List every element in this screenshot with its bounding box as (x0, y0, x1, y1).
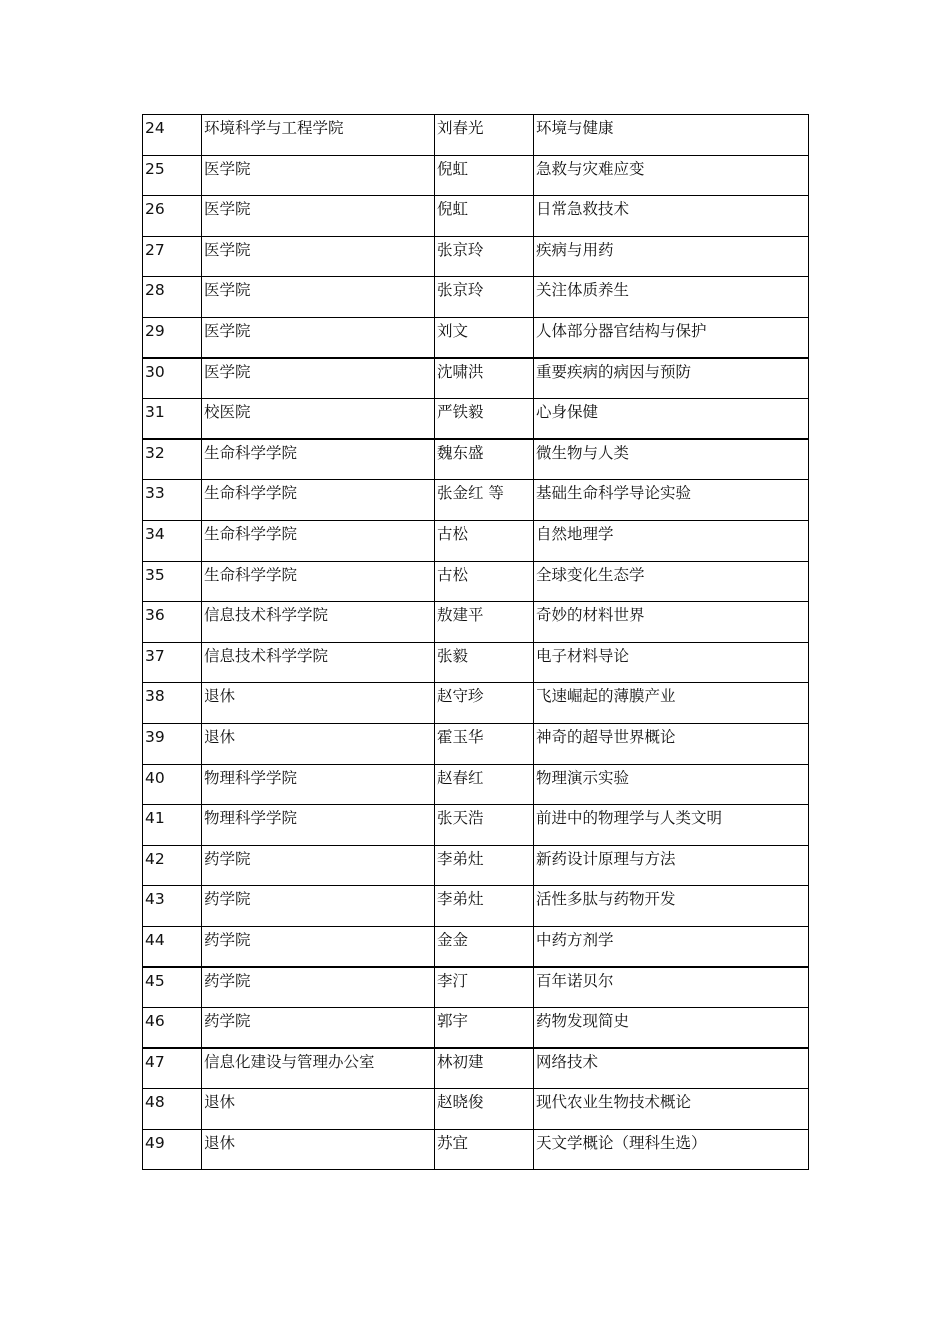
college-cell: 信息技术科学学院 (202, 642, 435, 683)
table-row (143, 723, 809, 764)
college-cell: 环境科学与工程学院 (202, 115, 435, 156)
row-number-cell: 49 (143, 1129, 202, 1170)
teacher-cell: 倪虹 (435, 196, 534, 237)
course-table (142, 114, 809, 1170)
college-cell: 生命科学学院 (202, 439, 435, 480)
table-row (143, 155, 809, 196)
table-row (143, 520, 809, 561)
row-number-cell: 24 (143, 115, 202, 156)
teacher-cell: 赵晓俊 (435, 1089, 534, 1130)
row-number-cell: 42 (143, 845, 202, 886)
college-cell: 信息化建设与管理办公室 (202, 1048, 435, 1089)
table-row (143, 236, 809, 277)
course-table-container (142, 114, 808, 1170)
row-number-cell: 31 (143, 399, 202, 440)
table-row (143, 480, 809, 521)
row-number-cell: 45 (143, 967, 202, 1008)
course-name-cell: 活性多肽与药物开发 (534, 886, 809, 927)
row-number-cell: 47 (143, 1048, 202, 1089)
course-name-cell: 自然地理学 (534, 520, 809, 561)
college-cell: 医学院 (202, 358, 435, 399)
college-cell: 退休 (202, 1089, 435, 1130)
college-cell: 退休 (202, 683, 435, 724)
teacher-cell: 敖建平 (435, 602, 534, 643)
college-cell: 医学院 (202, 236, 435, 277)
table-row (143, 845, 809, 886)
course-name-cell: 全球变化生态学 (534, 561, 809, 602)
course-name-cell: 新药设计原理与方法 (534, 845, 809, 886)
table-row (143, 358, 809, 399)
course-name-cell: 飞速崛起的薄膜产业 (534, 683, 809, 724)
row-number-cell: 34 (143, 520, 202, 561)
row-number-cell: 37 (143, 642, 202, 683)
teacher-cell: 刘春光 (435, 115, 534, 156)
table-row (143, 805, 809, 846)
teacher-cell: 严铁毅 (435, 399, 534, 440)
college-cell: 医学院 (202, 277, 435, 318)
teacher-cell: 刘文 (435, 317, 534, 358)
table-row (143, 642, 809, 683)
college-cell: 退休 (202, 1129, 435, 1170)
teacher-cell: 李弟灶 (435, 845, 534, 886)
teacher-cell: 林初建 (435, 1048, 534, 1089)
course-name-cell: 中药方剂学 (534, 926, 809, 967)
table-row (143, 439, 809, 480)
row-number-cell: 26 (143, 196, 202, 237)
row-number-cell: 48 (143, 1089, 202, 1130)
teacher-cell: 魏东盛 (435, 439, 534, 480)
table-row (143, 602, 809, 643)
teacher-cell: 沈啸洪 (435, 358, 534, 399)
table-row (143, 1089, 809, 1130)
row-number-cell: 35 (143, 561, 202, 602)
course-name-cell: 电子材料导论 (534, 642, 809, 683)
course-name-cell: 神奇的超导世界概论 (534, 723, 809, 764)
college-cell: 药学院 (202, 845, 435, 886)
table-row (143, 967, 809, 1008)
college-cell: 医学院 (202, 317, 435, 358)
course-name-cell: 急救与灾难应变 (534, 155, 809, 196)
course-name-cell: 人体部分器官结构与保护 (534, 317, 809, 358)
teacher-cell: 苏宜 (435, 1129, 534, 1170)
teacher-cell: 郭宇 (435, 1008, 534, 1049)
row-number-cell: 40 (143, 764, 202, 805)
teacher-cell: 张毅 (435, 642, 534, 683)
college-cell: 物理科学学院 (202, 764, 435, 805)
college-cell: 医学院 (202, 196, 435, 237)
table-row (143, 277, 809, 318)
teacher-cell: 古松 (435, 520, 534, 561)
college-cell: 药学院 (202, 886, 435, 927)
course-name-cell: 关注体质养生 (534, 277, 809, 318)
teacher-cell: 赵守珍 (435, 683, 534, 724)
college-cell: 校医院 (202, 399, 435, 440)
table-row (143, 115, 809, 156)
table-row (143, 886, 809, 927)
table-row (143, 1048, 809, 1089)
course-name-cell: 微生物与人类 (534, 439, 809, 480)
row-number-cell: 27 (143, 236, 202, 277)
row-number-cell: 43 (143, 886, 202, 927)
row-number-cell: 32 (143, 439, 202, 480)
teacher-cell: 李弟灶 (435, 886, 534, 927)
teacher-cell: 古松 (435, 561, 534, 602)
course-name-cell: 天文学概论（理科生选） (534, 1129, 809, 1170)
college-cell: 药学院 (202, 967, 435, 1008)
row-number-cell: 39 (143, 723, 202, 764)
college-cell: 药学院 (202, 926, 435, 967)
course-name-cell: 日常急救技术 (534, 196, 809, 237)
teacher-cell: 李汀 (435, 967, 534, 1008)
course-name-cell: 环境与健康 (534, 115, 809, 156)
college-cell: 退休 (202, 723, 435, 764)
course-name-cell: 物理演示实验 (534, 764, 809, 805)
table-row (143, 196, 809, 237)
college-cell: 医学院 (202, 155, 435, 196)
row-number-cell: 46 (143, 1008, 202, 1049)
table-row (143, 683, 809, 724)
teacher-cell: 金金 (435, 926, 534, 967)
college-cell: 生命科学学院 (202, 520, 435, 561)
college-cell: 药学院 (202, 1008, 435, 1049)
teacher-cell: 倪虹 (435, 155, 534, 196)
row-number-cell: 28 (143, 277, 202, 318)
teacher-cell: 张金红 等 (435, 480, 534, 521)
row-number-cell: 41 (143, 805, 202, 846)
teacher-cell: 张京玲 (435, 277, 534, 318)
course-name-cell: 基础生命科学导论实验 (534, 480, 809, 521)
row-number-cell: 33 (143, 480, 202, 521)
course-name-cell: 现代农业生物技术概论 (534, 1089, 809, 1130)
teacher-cell: 霍玉华 (435, 723, 534, 764)
course-name-cell: 网络技术 (534, 1048, 809, 1089)
course-name-cell: 奇妙的材料世界 (534, 602, 809, 643)
course-table-body (143, 115, 809, 1170)
teacher-cell: 张天浩 (435, 805, 534, 846)
course-name-cell: 疾病与用药 (534, 236, 809, 277)
course-name-cell: 前进中的物理学与人类文明 (534, 805, 809, 846)
course-name-cell: 百年诺贝尔 (534, 967, 809, 1008)
row-number-cell: 38 (143, 683, 202, 724)
table-row (143, 399, 809, 440)
college-cell: 生命科学学院 (202, 480, 435, 521)
row-number-cell: 30 (143, 358, 202, 399)
teacher-cell: 赵春红 (435, 764, 534, 805)
table-row (143, 1008, 809, 1049)
table-row (143, 1129, 809, 1170)
table-row (143, 317, 809, 358)
row-number-cell: 25 (143, 155, 202, 196)
table-row (143, 561, 809, 602)
table-row (143, 764, 809, 805)
row-number-cell: 44 (143, 926, 202, 967)
college-cell: 信息技术科学学院 (202, 602, 435, 643)
course-name-cell: 心身保健 (534, 399, 809, 440)
course-name-cell: 重要疾病的病因与预防 (534, 358, 809, 399)
course-name-cell: 药物发现简史 (534, 1008, 809, 1049)
college-cell: 生命科学学院 (202, 561, 435, 602)
table-row (143, 926, 809, 967)
teacher-cell: 张京玲 (435, 236, 534, 277)
college-cell: 物理科学学院 (202, 805, 435, 846)
row-number-cell: 29 (143, 317, 202, 358)
row-number-cell: 36 (143, 602, 202, 643)
